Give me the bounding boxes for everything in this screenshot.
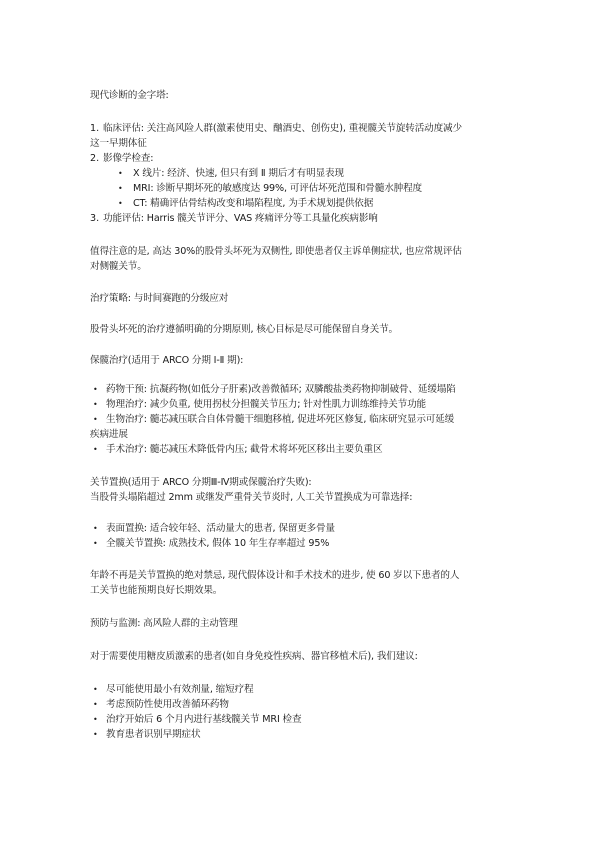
advice-item: 尽可能使用最小有效剂量, 缩短疗程 bbox=[106, 684, 254, 695]
bullet-icon: • bbox=[93, 385, 98, 394]
bullet-icon: • bbox=[93, 715, 98, 724]
list-item-clinical: 临床评估: 关注高风险人群(激素使用史、酗酒史、创伤史), 重视髋关节旋转活动度减少 bbox=[103, 123, 462, 134]
list-item-clinical-cont: 这一早期体征 bbox=[90, 138, 147, 149]
bilateral-note: 值得注意的是, 高达 30%的股骨头坏死为双侧性, 即使患者仅主诉单侧症状, 也应常规评估 bbox=[90, 246, 462, 257]
conservative-item-physical: 物理治疗: 减少负重, 使用拐杖分担髋关节压力; 针对性肌力训练维持关节功能 bbox=[106, 399, 426, 410]
bullet-icon: • bbox=[93, 400, 98, 409]
advice-item: 教育患者识别早期症状 bbox=[106, 729, 201, 740]
advice-item: 考虑预防性使用改善循环药物 bbox=[106, 699, 229, 710]
bullet-icon: • bbox=[93, 524, 98, 533]
bullet-icon: • bbox=[93, 685, 98, 694]
replacement-item-total: 全髋关节置换: 成熟技术, 假体 10 年生存率超过 95% bbox=[106, 538, 330, 549]
list-number: 2. bbox=[90, 153, 100, 164]
bullet-icon: • bbox=[118, 184, 123, 193]
conservative-item-drug: 药物干预: 抗凝药物(如低分子肝素)改善微循环; 双膦酸盐类药物抑制破骨、延缓塌陷 bbox=[106, 384, 456, 395]
conservative-item-surgery: 手术治疗: 髓芯减压术降低骨内压; 截骨术将坏死区移出主要负重区 bbox=[106, 444, 383, 455]
imaging-item-xray: X 线片: 经济、快速, 但只有到 Ⅱ 期后才有明显表现 bbox=[133, 168, 344, 179]
bullet-icon: • bbox=[93, 539, 98, 548]
bullet-icon: • bbox=[93, 445, 98, 454]
imaging-item-mri: MRI: 诊断早期坏死的敏感度达 99%, 可评估坏死范围和骨髓水肿程度 bbox=[133, 183, 422, 194]
list-number: 3. bbox=[90, 213, 100, 224]
replacement-intro: 当股骨头塌陷超过 2mm 或继发严重骨关节炎时, 人工关节置换成为可靠选择: bbox=[90, 492, 413, 503]
bullet-icon: • bbox=[93, 730, 98, 739]
replacement-heading: 关节置换(适用于 ARCO 分期Ⅲ-Ⅳ期或保髋治疗失败): bbox=[90, 477, 312, 488]
list-item-functional: 功能评估: Harris 髋关节评分、VAS 疼痛评分等工具量化疾病影响 bbox=[103, 213, 378, 224]
conservative-item-bio-cont: 疾病进展 bbox=[90, 429, 128, 440]
conservative-item-bio: 生物治疗: 髓芯减压联合自体骨髓干细胞移植, 促进坏死区修复, 临床研究显示可延缓 bbox=[106, 414, 455, 425]
age-paragraph-cont: 工关节也能预期良好长期效果。 bbox=[90, 585, 223, 596]
bullet-icon: • bbox=[93, 700, 98, 709]
prevention-heading: 预防与监测: 高风险人群的主动管理 bbox=[90, 618, 238, 629]
replacement-item-surface: 表面置换: 适合较年轻、活动量大的患者, 保留更多骨量 bbox=[106, 523, 335, 534]
advice-item: 治疗开始后 6 个月内进行基线髋关节 MRI 检查 bbox=[106, 714, 302, 725]
conservative-heading: 保髋治疗(适用于 ARCO 分期 Ⅰ-Ⅱ 期): bbox=[90, 355, 244, 366]
imaging-item-ct: CT: 精确评估骨结构改变和塌陷程度, 为手术规划提供依据 bbox=[133, 198, 374, 209]
principle-paragraph: 股骨头坏死的治疗遵循明确的分期原则, 核心目标是尽可能保留自身关节。 bbox=[90, 324, 398, 335]
bullet-icon: • bbox=[93, 415, 98, 424]
list-number: 1. bbox=[90, 123, 100, 134]
advice-intro: 对于需要使用糖皮质激素的患者(如自身免疫性疾病、器官移植术后), 我们建议: bbox=[90, 651, 418, 662]
bilateral-note-cont: 对侧髋关节。 bbox=[90, 261, 147, 272]
strategy-heading: 治疗策略: 与时间赛跑的分级应对 bbox=[90, 293, 229, 304]
bullet-icon: • bbox=[118, 169, 123, 178]
bullet-icon: • bbox=[118, 199, 123, 208]
list-item-imaging: 影像学检查: bbox=[103, 153, 154, 164]
age-paragraph: 年龄不再是关节置换的绝对禁忌, 现代假体设计和手术技术的进步, 使 60 岁以下患者的人 bbox=[90, 570, 460, 581]
pyramid-heading: 现代诊断的金字塔: bbox=[90, 90, 169, 101]
